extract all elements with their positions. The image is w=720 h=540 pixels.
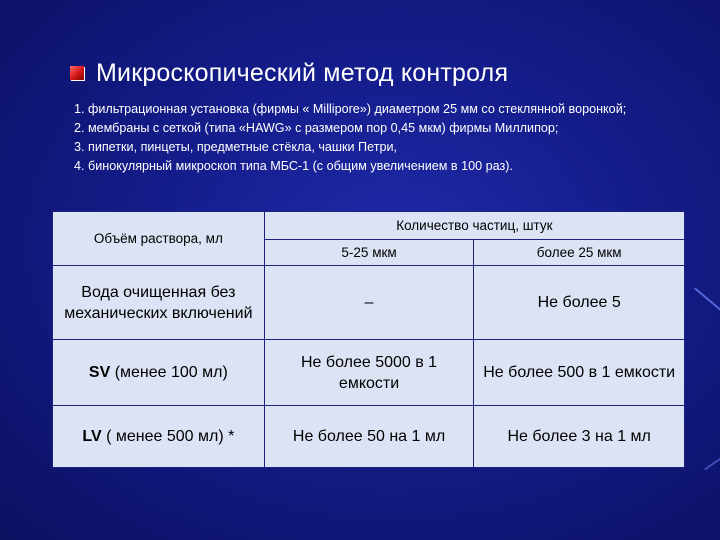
header-size-5-25: 5-25 мкм — [264, 240, 474, 266]
decorative-line — [704, 452, 720, 471]
row-label-code: LV — [82, 428, 102, 445]
row-label-code: SV — [88, 364, 111, 381]
header-particle-count: Количество частиц, штук — [264, 212, 684, 240]
cell-5-25: – — [264, 266, 474, 340]
cell-5-25: Не более 50 на 1 мл — [264, 406, 474, 468]
list-item: 4. бинокулярный микроскоп типа МБС-1 (с общим увеличением в 100 раз). — [74, 159, 513, 173]
row-label: Вода очищенная без механических включений — [53, 266, 265, 340]
particle-limits-table — [52, 211, 685, 468]
row-label — [53, 340, 265, 406]
cell-over-25: Не более 5 — [474, 266, 685, 340]
title-row — [70, 56, 508, 90]
square-bullet-icon — [70, 66, 84, 80]
cell-over-25: Не более 500 в 1 емкости — [474, 340, 685, 406]
table-row — [53, 406, 685, 468]
list-item: 2. мембраны с сеткой (типа «HAWG» с размером пор 0,45 мкм) фирмы Миллипор; — [74, 121, 559, 135]
header-size-over-25: более 25 мкм — [474, 240, 685, 266]
table-row — [53, 266, 685, 340]
list-item: 1. фильтрационная установка (фирмы « Millipore») диаметром 25 мм со стеклянной воронкой; — [74, 102, 627, 116]
cell-5-25: Не более 5000 в 1 емкости — [264, 340, 474, 406]
decorative-line — [694, 287, 720, 314]
row-label-rest: (менее 100 мл) — [110, 364, 228, 381]
slide-title: Микроскопический метод контроля — [96, 58, 509, 87]
row-label — [53, 406, 265, 468]
cell-over-25: Не более 3 на 1 мл — [474, 406, 685, 468]
header-volume: Объём раствора, мл — [53, 212, 265, 266]
list-item: 3. пипетки, пинцеты, предметные стёкла, чашки Петри, — [74, 140, 398, 154]
row-label-rest: ( менее 500 мл) * — [101, 428, 235, 445]
table-row — [53, 340, 685, 406]
equipment-list — [74, 100, 714, 176]
